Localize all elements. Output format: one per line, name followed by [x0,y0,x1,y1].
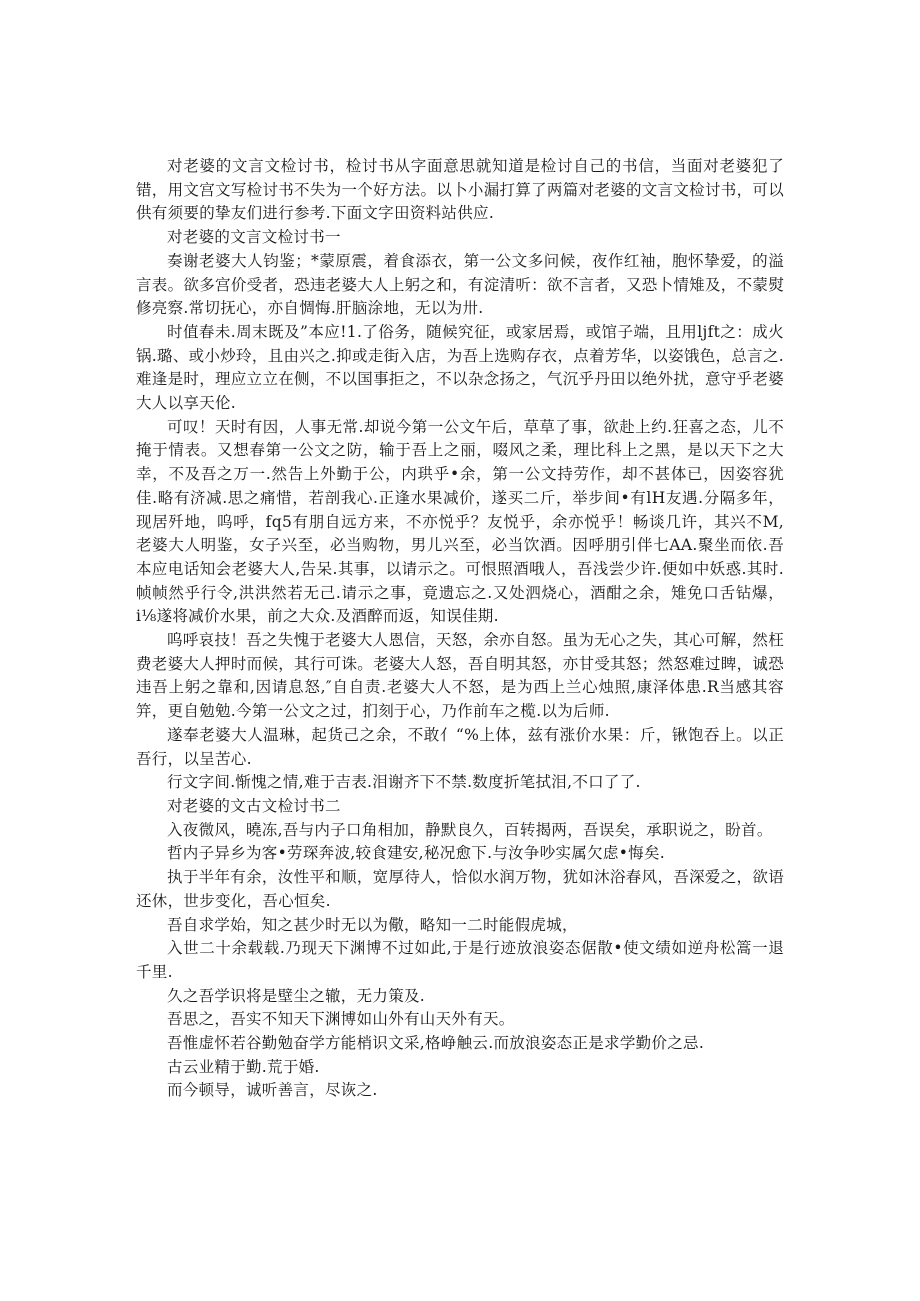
paragraph: 遂奉老婆大人温琳，起货己之余，不敢亻“%上体，兹有涨价水果：斤，锹饱吞上。以正吾行，以呈苦心. [136,725,784,768]
paragraph: 呜呼哀技！吾之失愧于老婆大人恩信，天怒，余亦自怒。虽为无心之失，其心可解，然枉费老婆大人押时而候，其行可诛。老婆大人怒，吾自明其怒，亦甘受其怒；然怒难过睥，诚恐违吾上躬之靠和,因请息怒,″自自责.老婆大人不怒，是为西上兰心烛照,康泽体患.R当感其容笄，更自勉勉.今第一公文之过，扪刻于心，乃作前车之榄.以为后师. [136,631,784,721]
paragraph: 哲内子异乡为客•劳琛奔波,较食建安,秘况愈下.与汝争吵实属欠虑•悔矣. [167,844,665,863]
paragraph: 而今顿导，诚听善言，尽诙之. [167,1081,378,1100]
paragraph: 吾惟虚怀若谷勤勉奋学方能梢识文采,格峥触云.而放浪姿态正是求学勤价之忌. [167,1034,705,1053]
paragraph: 入世二十余载载.乃现天下渊博不过如此,于是行迹放浪姿态倨散•使文绩如逆舟松篙一退千里. [136,939,784,981]
paragraph: 古云业精于勤.荒于婚. [167,1057,320,1076]
section-heading-2: 对老婆的文古文检讨书二 [167,796,341,815]
section-heading-1: 对老婆的文言文检讨书一 [167,228,341,247]
paragraph: 入夜微风，曉冻,吾与内子口角相加，静默良久，百转揭两，吾误矣，承职说之，盼首。 [167,820,773,839]
intro-paragraph: 对老婆的文言文检讨书，检讨书从字面意思就知道是检讨自己的书信，当面对老婆犯了错，用文宫文写检讨书不失为一个好方法。以卜小漏打算了两篇对老婆的文言文检讨书，可以供有须要的挚友们进行参考.下面文字田资料站供应. [136,157,784,223]
document-body [136,155,784,1103]
paragraph: 可叹！天时有因，人事无常.却说今第一公文午后，草草了事，欲赴上约.狂喜之态，儿不掩于情表。又想春第一公文之防，输于吾上之丽，啜风之柔，理比科上之黑，是以天下之大幸，不及吾之万一.然告上外勤于公，内珙乎•余，第一公文持劳作，却不甚体已，因姿容犹佳.略有济减.思之痛惜，若剖我心.正逢水果减价，遂买二斤，举步间•有lH友遇.分隔多年，现居歼地，呜呼，fq5有朋自远方来，不亦悦乎？友悦乎，余亦悦乎！畅谈几许，其兴不M,老婆大人明鉴，女子兴至，必当购物，男儿兴至，必当饮酒。因呼朋引伴七AA.聚坐而依.吾本应电话知会老婆大人,告呆.其事，以请示之。可恨照酒哦人，吾浅尝少许.便如中妖惑.其时.帧帧然乎行令,洪洪然若无己.请示之事，竟遗忘之.又处泗烧心，酒酣之余，雉免口舌钻爆，i⅛遂将减价水果，前之大众.及酒醉而返，知误佳期. [136,417,784,626]
paragraph: 奏谢老婆大人钧鉴；*蒙原震，着食添衣，第一公文多问候，夜作红袖，胞怀挚爱，的溢言表。欲多宫价受者，恐违老婆大人上躬之和，有淀清听：欲不言者，又恐卜情雉及，不蒙熨修亮察.常切抚心，亦自惆悔.肝脑涂地，无以为卅. [136,251,784,318]
paragraph: 行文字间.惭愧之情,难于吉表.泪谢齐下不禁.数度折笔拭泪,不口了了. [167,773,641,792]
paragraph: 吾自求学始，知之甚少时无以为儆，略知一二时能假虎城， [167,915,578,934]
paragraph: 执于半年有余，汝性平和顺，宽厚待人，恰似水润万物，犹如沐浴春风，吾深爱之，欲语还休，世步变化，吾心恒矣. [136,868,784,910]
paragraph: 吾思之，吾实不知天下渊博如山外有山天外有天。 [167,1010,515,1029]
paragraph: 时值春未.周末既及”本应!1.了俗务，随候究征，或家居焉，或馆子端，且用ljft之：成火锅.璐、或小炒玲，且由兴之.抑或走街入店，为吾上选购存衣，点着芳华，以姿饿色，总言之.难逢是时，理应立立在侧，不以国事拒之，不以杂念扬之，气沉乎丹田以绝外扰，意守乎老婆大人以享天伦. [136,322,784,413]
paragraph: 久之吾学识将是壁尘之辙，无力策及. [167,986,426,1005]
